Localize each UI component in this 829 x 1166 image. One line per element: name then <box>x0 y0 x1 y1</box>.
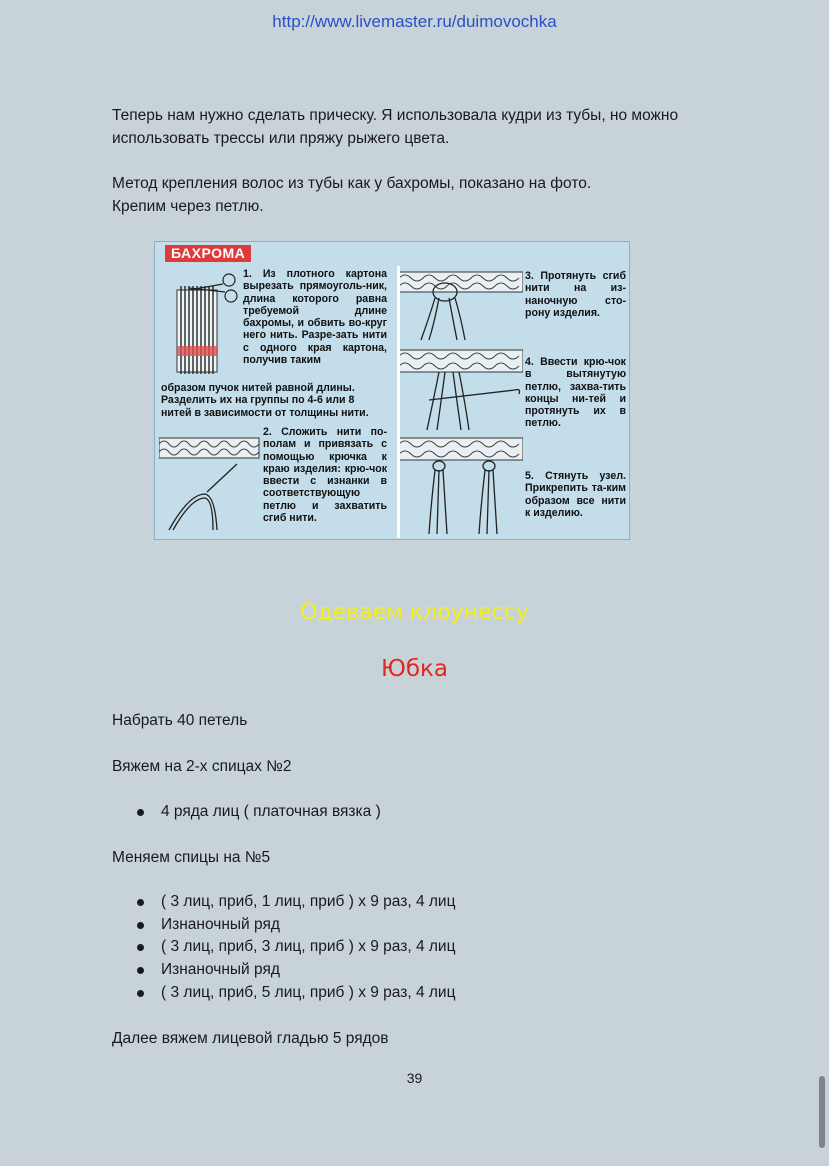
step-3-text: 3. Протянуть сгиб нити на из-наночную сто-рону изделия. <box>525 270 626 319</box>
intro-paragraph-2-line-1: Метод крепления волос из тубы как у бахромы, показано на фото. <box>112 175 592 192</box>
fabric-hook-illustration <box>159 434 263 534</box>
intro-paragraph-2-line-2: Крепим через петлю. <box>112 198 264 215</box>
fringe-instruction-figure <box>154 241 630 540</box>
vertical-scrollbar[interactable] <box>819 1076 825 1148</box>
step-4-text: 4. Ввести крю-чок в вытянутую петлю, захва-тить концы ни-тей и протянуть их в петлю. <box>525 356 626 430</box>
bullet-list-2 <box>134 891 455 1004</box>
list-item: ( 3 лиц, приб, 1 лиц, приб ) х 9 раз, 4 лиц <box>134 891 455 914</box>
list-item: Изнаночный ряд <box>134 959 455 982</box>
section-heading: Одеваем клоунессу <box>300 600 529 625</box>
cardboard-thread-illustration <box>159 266 243 382</box>
step-5-text: 5. Стянуть узел. Прикрепить та-ким образом все нити к изделию. <box>525 470 626 519</box>
figure-divider <box>397 266 400 538</box>
hook-in-loop-illustration <box>399 346 523 432</box>
list-item: Изнаночный ряд <box>134 914 455 937</box>
loop-through-illustration <box>399 268 523 344</box>
step-1-continued-text: образом пучок нитей равной длины. Разделить их на группы по 4-6 или 8 нитей в зависимости от толщины нити. <box>161 382 369 419</box>
step-2-text: 2. Сложить нити по-полам и привязать с помощью крючка к краю изделия: крю-чок ввести с изнанки в соответствующую петлю и захватить сгиб нити. <box>263 426 387 525</box>
step-1-text: 1. Из плотного картона вырезать прямоуголь-ник, длина которого равна требуемой длине бахромы, и обвить во-круг него нить. Разре-зать нити с одного края картона, получив таким <box>243 268 387 367</box>
needles-2-text: Меняем спицы на №5 <box>112 849 271 866</box>
figure-title: БАХРОМА <box>165 245 251 262</box>
intro-paragraph-2 <box>112 172 732 218</box>
finished-fringe-illustration <box>399 434 523 538</box>
bullet-list-1 <box>134 801 381 824</box>
list-item: 4 ряда лиц ( платочная вязка ) <box>134 801 381 824</box>
intro-paragraph-1: Теперь нам нужно сделать прическу. Я использовала кудри из тубы, но можно использовать трессы или пряжу рыжего цвета. <box>112 107 679 147</box>
list-item: ( 3 лиц, приб, 3 лиц, приб ) х 9 раз, 4 лиц <box>134 936 455 959</box>
section-subheading: Юбка <box>380 656 448 682</box>
final-instruction-text: Далее вяжем лицевой гладью 5 рядов <box>112 1030 389 1047</box>
header-url-link[interactable]: http://www.livemaster.ru/duimovochka <box>272 12 557 31</box>
page-number: 39 <box>406 1070 423 1086</box>
cast-on-text: Набрать 40 петель <box>112 712 248 729</box>
needles-1-text: Вяжем на 2-х спицах №2 <box>112 758 292 775</box>
list-item: ( 3 лиц, приб, 5 лиц, приб ) х 9 раз, 4 лиц <box>134 982 455 1005</box>
